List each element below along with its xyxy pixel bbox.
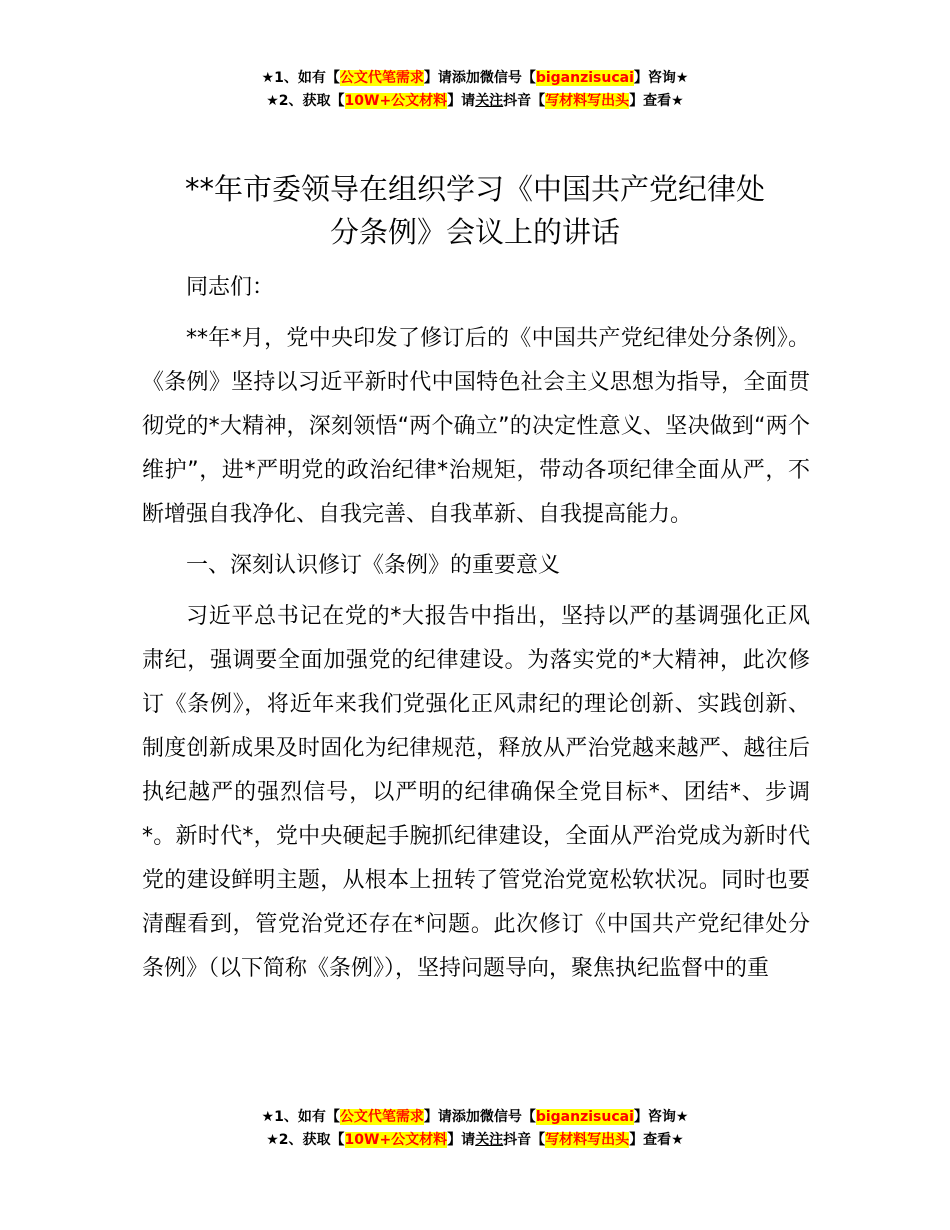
banner-highlight: 公文代笔需求 xyxy=(339,70,424,86)
banner-text: 】请 xyxy=(447,1132,476,1148)
banner-text: ★1、如有【 xyxy=(261,1109,340,1125)
banner-highlight: 10W+公文材料 xyxy=(344,1132,448,1148)
banner-text: 】请添加微信号【 xyxy=(423,1109,536,1125)
banner-highlight-wechat-id: biganzisucai xyxy=(535,70,634,86)
banner-text: 】查看★ xyxy=(629,1132,684,1148)
banner-text: 】请添加微信号【 xyxy=(423,70,536,86)
banner-underlined: 关注 xyxy=(475,93,504,109)
banner-text: 抖音【 xyxy=(503,1132,546,1148)
header-banner xyxy=(0,67,950,113)
banner-highlight-wechat-id: biganzisucai xyxy=(535,1109,634,1125)
banner-text: 抖音【 xyxy=(503,93,546,109)
banner-text: ★2、获取【 xyxy=(266,93,345,109)
title-line-2: 分条例》会议上的讲话 xyxy=(329,215,620,249)
paragraph-section-1: 习近平总书记在党的*大报告中指出，坚持以严的基调强化正风肃纪，强调要全面加强党的纪律建设。为落实党的*大精神，此次修订《条例》，将近年来我们党强化正风肃纪的理论创新、实践创新、制度创新成果及时固化为纪律规范，释放从严治党越来越严、越往后执纪越严的强烈信号，以严明的纪律确保全党目标*、团结*、步调*。新时代*，党中央硬起手腕抓纪律建设，全面从严治党成为新时代党的建设鲜明主题，从根本上扭转了管党治党宽松软状况。同时也要清醒看到，管党治党还存在*问题。此次修订《中国共产党纪律处分条例》（以下简称《条例》），坚持问题导向，聚焦执纪监督中的重 xyxy=(142,604,810,981)
banner-line-1 xyxy=(0,67,950,90)
banner-text: 】咨询★ xyxy=(633,70,689,86)
banner-text: 】查看★ xyxy=(629,93,684,109)
footer-banner xyxy=(0,1106,950,1152)
banner-line-2 xyxy=(0,1129,950,1152)
salutation: 同志们： xyxy=(186,275,275,300)
banner-highlight: 10W+公文材料 xyxy=(344,93,448,109)
banner-underlined: 关注 xyxy=(475,1132,504,1148)
banner-text: ★1、如有【 xyxy=(261,70,340,86)
banner-text: ★2、获取【 xyxy=(266,1132,345,1148)
banner-text: 】咨询★ xyxy=(633,1109,689,1125)
document-title xyxy=(100,168,850,254)
paragraph-intro: **年*月，党中央印发了修订后的《中国共产党纪律处分条例》。《条例》坚持以习近平新时代中国特色社会主义思想为指导，全面贯彻党的*大精神，深刻领悟“两个确立”的决定性意义、坚决做到“两个维护”，进*严明党的政治纪律*治规矩，带动各项纪律全面从严，不断增强自我净化、自我完善、自我革新、自我提高能力。 xyxy=(142,326,810,527)
banner-text: 】请 xyxy=(447,93,476,109)
section-heading: 一、深刻认识修订《条例》的重要意义 xyxy=(186,553,561,578)
banner-highlight-account: 写材料写出头 xyxy=(545,93,630,109)
title-line-1: **年市委领导在组织学习《中国共产党纪律处 xyxy=(184,172,765,206)
banner-line-1 xyxy=(0,1106,950,1129)
banner-line-2 xyxy=(0,90,950,113)
document-body xyxy=(142,266,810,991)
banner-highlight-account: 写材料写出头 xyxy=(545,1132,630,1148)
banner-highlight: 公文代笔需求 xyxy=(339,1109,424,1125)
